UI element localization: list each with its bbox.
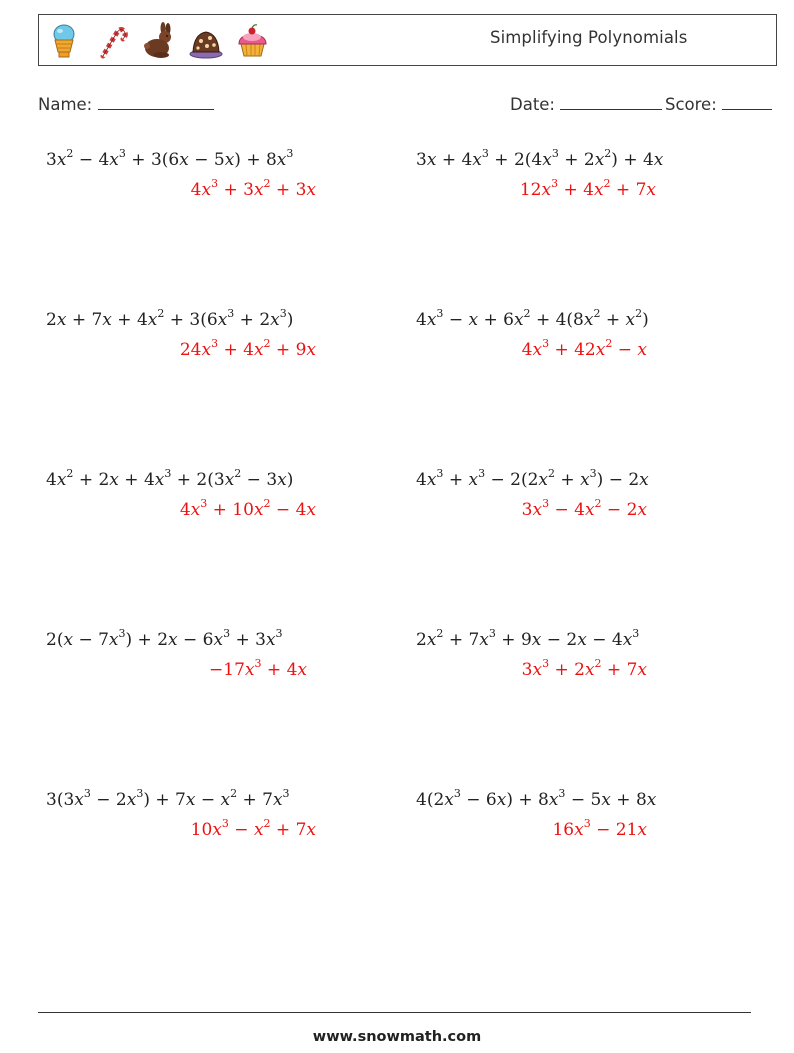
problem-answer: $4x^3 + 10x^2 - 4x$ (179, 497, 316, 520)
worksheet-header (38, 14, 777, 66)
problem-question: $3x + 4x^3 + 2(4x^3 + 2x^2) + 4x$ (416, 147, 664, 170)
date-blank[interactable] (560, 93, 662, 110)
decorative-icons (47, 22, 270, 60)
score-blank[interactable] (722, 93, 772, 110)
problem-question: $3(3x^3 - 2x^3) + 7x - x^2 + 7x^3$ (46, 787, 290, 810)
problem-answer: $16x^3 - 21x$ (552, 817, 647, 840)
chocolate-bunny-icon (141, 22, 176, 60)
date-label: Date: (510, 95, 555, 114)
problem-answer: $3x^3 + 2x^2 + 7x$ (521, 657, 647, 680)
problem-question: $3x^2 - 4x^3 + 3(6x - 5x) + 8x^3$ (46, 147, 294, 170)
problem-answer: $4x^3 + 3x^2 + 3x$ (190, 177, 316, 200)
name-field (38, 93, 214, 114)
chocolate-cake-icon (188, 22, 223, 60)
problem-answer: $12x^3 + 4x^2 + 7x$ (519, 177, 656, 200)
problem-question: $2x + 7x + 4x^2 + 3(6x^3 + 2x^3)$ (46, 307, 294, 330)
problem-answer: $-17x^3 + 4x$ (209, 657, 307, 680)
problem-question: $4x^3 + x^3 - 2(2x^2 + x^3) - 2x$ (416, 467, 649, 490)
cupcake-icon (235, 22, 270, 60)
footer-website[interactable]: www.snowmath.com (312, 1029, 482, 1045)
worksheet-title: Simplifying Polynomials (490, 28, 688, 47)
name-label: Name: (38, 95, 93, 114)
problem-answer: $10x^3 - x^2 + 7x$ (190, 817, 316, 840)
problem-answer: $24x^3 + 4x^2 + 9x$ (179, 337, 316, 360)
problem-question: $4x^2 + 2x + 4x^3 + 2(3x^2 - 3x)$ (46, 467, 294, 490)
footer-divider (38, 1012, 751, 1013)
score-label: Score: (665, 95, 717, 114)
problem-answer: $4x^3 + 42x^2 - x$ (521, 337, 647, 360)
candy-cane-icon (94, 22, 129, 60)
ice-cream-cone-icon (47, 22, 82, 60)
problem-question: $4(2x^3 - 6x) + 8x^3 - 5x + 8x$ (416, 787, 657, 810)
problem-answer: $3x^3 - 4x^2 - 2x$ (521, 497, 647, 520)
name-blank[interactable] (98, 93, 214, 110)
problem-question: $2(x - 7x^3) + 2x - 6x^3 + 3x^3$ (46, 627, 283, 650)
date-field (510, 93, 662, 114)
score-field (665, 93, 772, 114)
problem-question: $2x^2 + 7x^3 + 9x - 2x - 4x^3$ (416, 627, 640, 650)
problem-question: $4x^3 - x + 6x^2 + 4(8x^2 + x^2)$ (416, 307, 649, 330)
